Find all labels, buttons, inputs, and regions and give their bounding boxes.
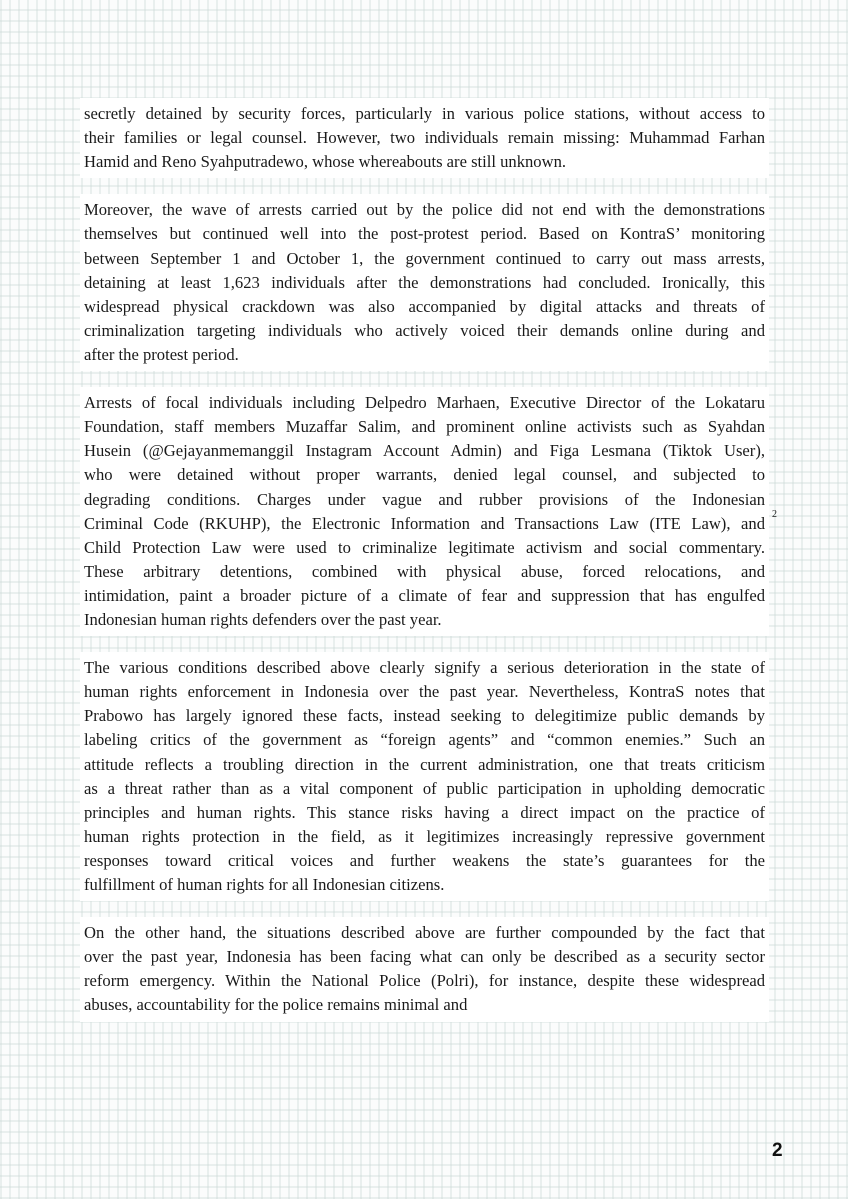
text-line: On the other hand, the situations described above are further compounded by the fact that: [84, 923, 765, 943]
text-line: Criminal Code (RKUHP), the Electronic Information and Transactions Law (ITE Law), and: [84, 513, 765, 533]
text-line: Foundation, staff members Muzaffar Salim, and prominent online activists such as Syahdan: [84, 417, 765, 437]
footnote-marker: 2: [772, 508, 777, 520]
text-line: themselves but continued well into the post-protest period. Based on KontraS’ monitoring: [84, 224, 765, 244]
text-line: Husein (@Gejayanmemanggil Instagram Account Admin) and Figa Lesmana (Tiktok User),: [84, 441, 765, 461]
text-line: attitude reflects a troubling direction in the current administration, one that treats criticism: [84, 754, 765, 774]
text-line: degrading conditions. Charges under vague and rubber provisions of the Indonesian: [84, 489, 765, 509]
text-line: criminalization targeting individuals who actively voiced their demands online during and: [84, 320, 765, 340]
paragraph: [84, 656, 765, 897]
text-line: Arrests of focal individuals including Delpedro Marhaen, Executive Director of the Lokataru: [84, 393, 765, 413]
paragraph: [84, 102, 765, 174]
paragraph: [84, 391, 777, 632]
text-line: detaining at least 1,623 individuals after the demonstrations had concluded. Ironically, this: [84, 272, 765, 292]
text-line: reform emergency. Within the National Police (Polri), for instance, despite these widespread: [84, 971, 765, 991]
text-line: labeling critics of the government as “foreign agents” and “common enemies.” Such an: [84, 730, 765, 750]
document-body: [84, 102, 777, 1042]
text-line: after the protest period.: [84, 344, 239, 364]
text-line: widespread physical crackdown was also accompanied by digital attacks and threats of: [84, 296, 765, 316]
text-line: as a threat rather than as a vital component of public participation in upholding democratic: [84, 778, 765, 798]
paragraph: [84, 921, 765, 1017]
text-line: fulfillment of human rights for all Indonesian citizens.: [84, 875, 445, 894]
text-line: between September 1 and October 1, the government continued to carry out mass arrests,: [84, 248, 765, 268]
text-line: The various conditions described above clearly signify a serious deterioration in the state of: [84, 658, 765, 678]
text-line: their families or legal counsel. However, two individuals remain missing: Muhammad Farhan: [84, 128, 765, 148]
text-line: who were detained without proper warrants, denied legal counsel, and subjected to: [84, 465, 765, 485]
text-line: Prabowo has largely ignored these facts, instead seeking to delegitimize public demands by: [84, 706, 765, 726]
text-line: Hamid and Reno Syahputradewo, whose whereabouts are still unknown.: [84, 152, 567, 172]
text-line: These arbitrary detentions, combined with physical abuse, forced relocations, and: [84, 561, 765, 581]
paragraph: [84, 198, 765, 367]
text-line: Child Protection Law were used to criminalize legitimate activism and social commentary.: [84, 537, 765, 557]
text-line: responses toward critical voices and further weakens the state’s guarantees for the: [84, 850, 765, 870]
text-line: over the past year, Indonesia has been facing what can only be described as a security sector: [84, 947, 765, 967]
text-line: abuses, accountability for the police remains minimal and: [84, 995, 468, 1015]
text-line: human rights enforcement in Indonesia over the past year. Nevertheless, KontraS notes that: [84, 682, 765, 702]
text-line: Moreover, the wave of arrests carried out by the police did not end with the demonstrations: [84, 200, 765, 220]
text-line: secretly detained by security forces, particularly in various police stations, without access to: [84, 104, 765, 123]
text-line: human rights protection in the field, as it legitimizes increasingly repressive government: [84, 826, 765, 846]
text-line: Indonesian human rights defenders over the past year.: [84, 609, 442, 629]
page-number: 2: [772, 1140, 783, 1161]
text-line: intimidation, paint a broader picture of a climate of fear and suppression that has engulfed: [84, 585, 765, 605]
text-line: principles and human rights. This stance risks having a direct impact on the practice of: [84, 802, 765, 822]
